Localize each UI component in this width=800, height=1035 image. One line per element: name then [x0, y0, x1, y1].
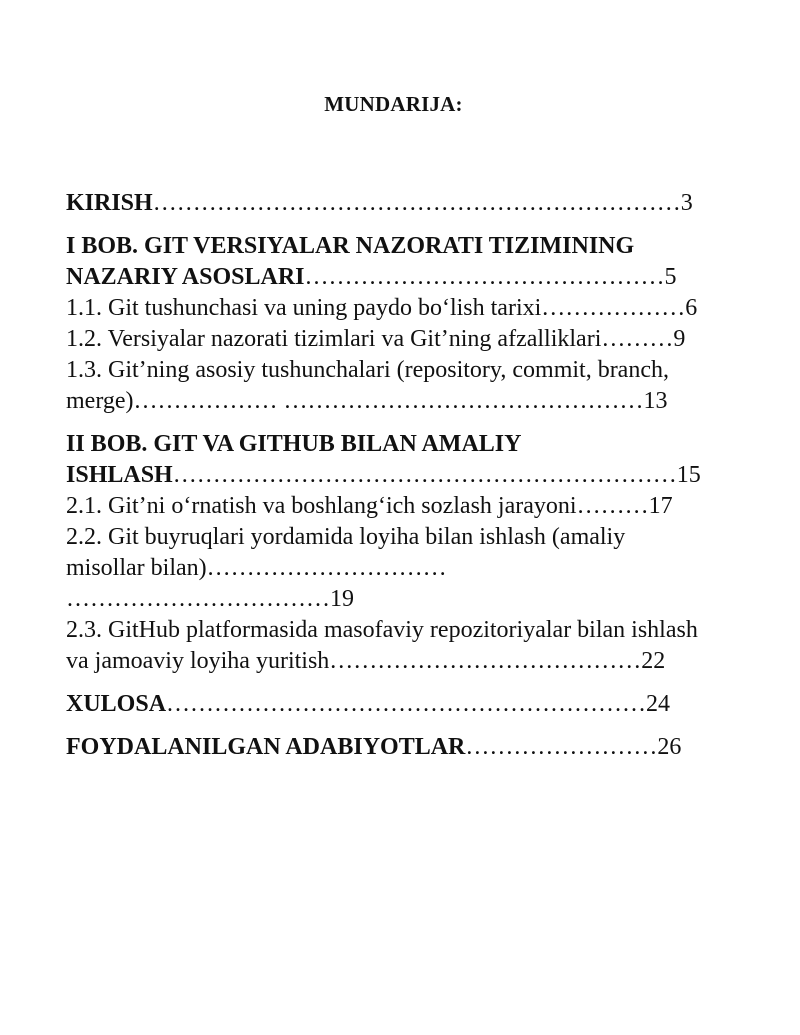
toc-entry-text: merge) [66, 388, 134, 414]
toc-leader-dots: ……………………………………………………… [172, 462, 677, 488]
toc-entry-2-2-line1: 2.2. Git buyruqlari yordamida loyiha bilan ishlash (amaliy [66, 524, 626, 550]
toc-entry-bob2-line1: II BOB. GIT VA GITHUB BILAN AMALIY [66, 431, 522, 457]
toc-leader-dots: ……… [576, 493, 649, 519]
page-title: MUNDARIJA: [324, 92, 463, 116]
toc-entry-1-1 [66, 293, 766, 324]
toc-page-number: 9 [673, 326, 686, 352]
toc-entry-text: ISHLASH [66, 462, 173, 488]
toc-leader-dots: ………………………… [206, 555, 447, 581]
toc-entry-text: XULOSA [66, 691, 167, 717]
toc-entry-1-2 [66, 324, 766, 355]
toc-page-number: 24 [646, 691, 671, 717]
toc-page-number: 17 [648, 493, 673, 519]
toc-leader-dots: ……………… [541, 295, 686, 321]
toc-leader-dots: ……………………………………… [304, 264, 665, 290]
toc-entry-1-3-line2 [66, 386, 766, 417]
toc-entry-2-2-line3 [66, 584, 766, 615]
toc-page-number: 15 [676, 462, 701, 488]
toc-entry-2-3-line1: 2.3. GitHub platformasida masofaviy repozitoriyalar bilan ishlash [66, 617, 698, 643]
toc-entry-text: NAZARIY ASOSLARI [66, 264, 305, 290]
toc-leader-dots: …………………… [465, 734, 658, 760]
toc-entry-2-2-line2 [66, 553, 766, 584]
toc-page-number: 5 [664, 264, 677, 290]
toc-entry-text: FOYDALANILGAN ADABIYOTLAR [66, 734, 466, 760]
toc-entry-bob1-line2 [66, 262, 766, 293]
toc-page-number: 6 [685, 295, 698, 321]
toc-entry-2-3-line2 [66, 646, 766, 677]
toc-entry-1-3-line1: 1.3. Git’ning asosiy tushunchalari (repository, commit, branch, [66, 357, 669, 383]
toc-page-number: 19 [330, 586, 354, 612]
toc-entry-text: 1.1. Git tushunchasi va uning paydo bo‘lish tarixi [66, 295, 542, 321]
table-of-contents [66, 188, 766, 763]
toc-page-number: 13 [643, 388, 668, 414]
toc-page-number: 22 [641, 648, 666, 674]
toc-leader-dots: ……………… ……………………………………… [133, 388, 644, 414]
toc-page-number: 3 [680, 190, 693, 216]
toc-entry-text: misollar bilan) [66, 555, 207, 581]
toc-entry-text: va jamoaviy loyiha yuritish [66, 648, 330, 674]
toc-leader-dots: …………………………………………………… [166, 691, 647, 717]
toc-entry-kirish [66, 188, 766, 219]
toc-entry-2-1 [66, 491, 766, 522]
toc-leader-dots: ………………………………… [329, 648, 642, 674]
toc-entry-text: 1.2. Versiyalar nazorati tizimlari va Git’ning afzalliklari [66, 326, 602, 352]
toc-page-number: 26 [657, 734, 682, 760]
toc-entry-xulosa [66, 689, 766, 720]
toc-entry-bob1-line1: I BOB. GIT VERSIYALAR NAZORATI TIZIMINING [66, 233, 635, 259]
toc-leader-dots: ……… [601, 326, 674, 352]
toc-leader-dots: ………………………………………………………… [152, 190, 681, 216]
toc-leader-dots: …………………………… [66, 586, 330, 612]
toc-entry-text: KIRISH [66, 190, 153, 216]
toc-entry-text: 2.1. Git’ni o‘rnatish va boshlang‘ich sozlash jarayoni [66, 493, 577, 519]
toc-entry-adabiyotlar [66, 732, 766, 763]
toc-entry-bob2-line2 [66, 460, 766, 491]
